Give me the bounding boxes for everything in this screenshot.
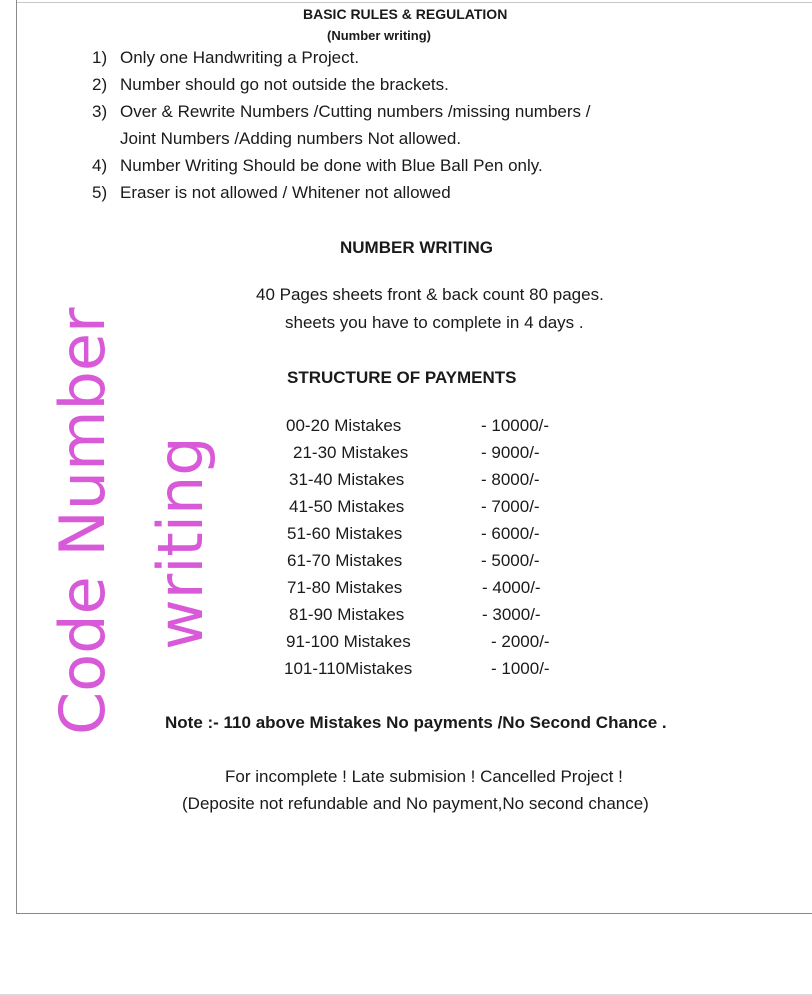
rule-number: 3): [92, 102, 108, 121]
rule-item-1: [92, 48, 359, 68]
number-writing-line-2: sheets you have to complete in 4 days .: [285, 313, 584, 332]
payments-title: STRUCTURE OF PAYMENTS: [287, 368, 517, 387]
rule-text: Number should go not outside the brackets.: [120, 75, 449, 94]
page-title: BASIC RULES & REGULATION: [303, 6, 508, 22]
payment-range: 71-80 Mistakes: [287, 578, 403, 597]
page-subtitle: (Number writing): [327, 28, 431, 43]
payment-amount: - 3000/-: [482, 605, 541, 624]
payment-amount: - 2000/-: [491, 632, 550, 651]
payment-amount: - 9000/-: [481, 443, 540, 462]
rule-number: 5): [92, 183, 108, 202]
payment-range: 00-20 Mistakes: [286, 416, 402, 435]
payment-amount: - 8000/-: [481, 470, 540, 489]
side-title-code-number: Code Number: [46, 307, 119, 735]
frame-bottom-line: [16, 913, 812, 914]
rule-item-3-continuation: Joint Numbers /Adding numbers Not allowed.: [120, 129, 462, 148]
side-title-writing: writing: [144, 436, 217, 650]
payment-range: 21-30 Mistakes: [293, 443, 409, 462]
payment-range: 61-70 Mistakes: [287, 551, 403, 570]
rule-text: Only one Handwriting a Project.: [120, 48, 360, 67]
payment-range: 51-60 Mistakes: [287, 524, 403, 543]
payment-range: 101-110Mistakes: [284, 659, 413, 678]
rule-item-4: [92, 156, 543, 176]
payment-range: 81-90 Mistakes: [289, 605, 405, 624]
number-writing-line-1: 40 Pages sheets front & back count 80 pages.: [256, 285, 604, 304]
rule-text: Eraser is not allowed / Whitener not allowed: [120, 183, 451, 202]
rule-number: 4): [92, 156, 108, 175]
payment-amount: - 10000/-: [481, 416, 550, 435]
rule-item-2: [92, 75, 449, 95]
rule-item-3: [92, 102, 591, 122]
frame-top-line: [16, 2, 812, 3]
payment-amount: - 1000/-: [491, 659, 550, 678]
payment-amount: - 4000/-: [482, 578, 541, 597]
payment-amount: - 5000/-: [481, 551, 540, 570]
payment-range: 91-100 Mistakes: [286, 632, 411, 651]
rule-number: 1): [92, 48, 108, 67]
payment-range: 41-50 Mistakes: [289, 497, 405, 516]
rule-text: Number Writing Should be done with Blue Ball Pen only.: [120, 156, 543, 175]
rule-text: Over & Rewrite Numbers /Cutting numbers /missing numbers /: [120, 102, 591, 121]
note-text: Note :- 110 above Mistakes No payments /No Second Chance .: [165, 713, 667, 732]
rule-number: 2): [92, 75, 108, 94]
payment-amount: - 6000/-: [481, 524, 540, 543]
frame-left-line: [16, 0, 17, 914]
payment-amount: - 7000/-: [481, 497, 540, 516]
rule-item-5: [92, 183, 451, 203]
footer-line-2: (Deposite not refundable and No payment,No second chance): [182, 794, 649, 813]
number-writing-title: NUMBER WRITING: [340, 238, 493, 257]
payment-range: 31-40 Mistakes: [289, 470, 405, 489]
footer-line-1: For incomplete ! Late submision ! Cancelled Project !: [225, 767, 623, 786]
